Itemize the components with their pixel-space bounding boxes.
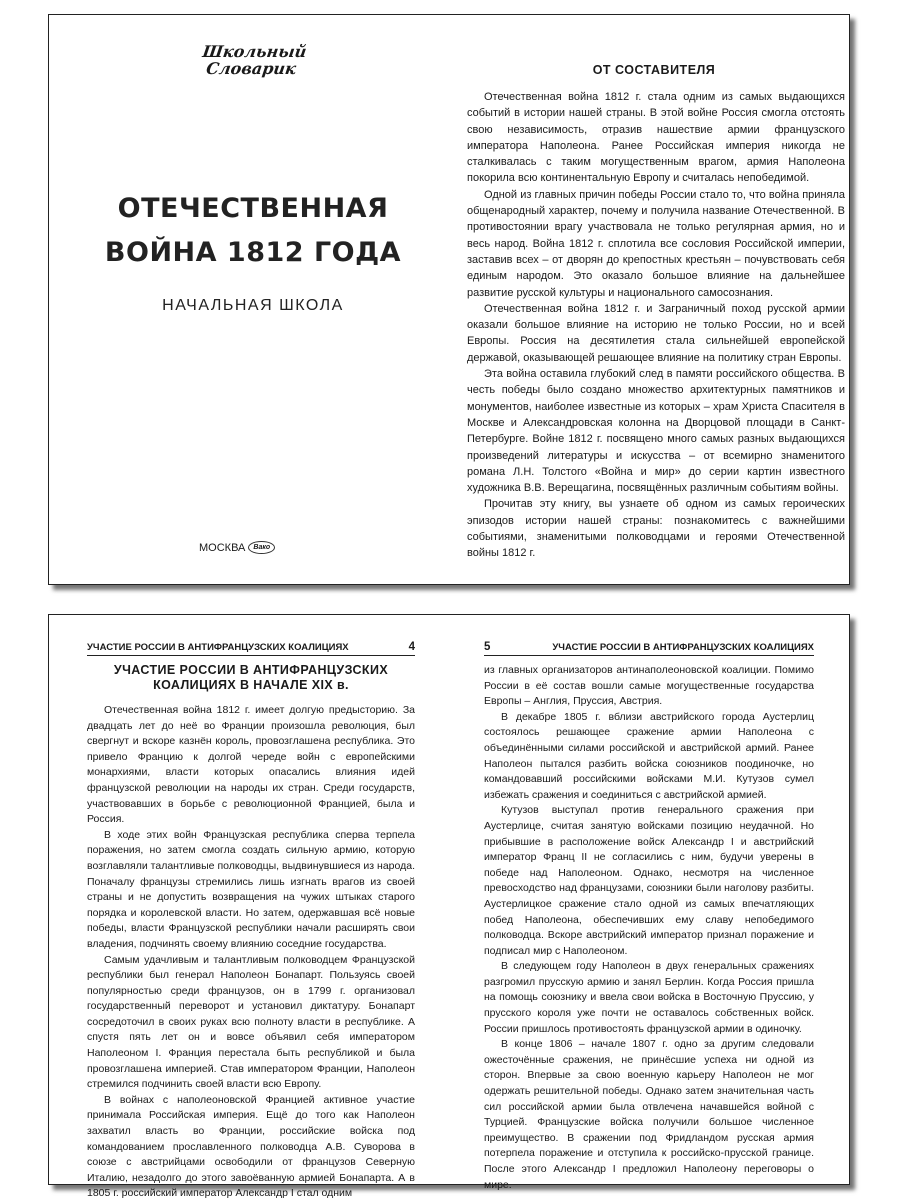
body-paragraph: В ходе этих войн Французская республика сперва терпела поражения, но затем смогла создать сильную армию, которую возглавляли талантливые полководцы, выдвинувшиеся из народа. Поначалу французы стремились лишь изгнать врагов из своей страны и не допустить возвращения на чужих штыках старого порядка и королевской власти. Но затем, одержавшая всё новые победы, власти Французской республики начали расширять свои владения, подчинять своему влиянию соседние государства.	[87, 828, 415, 950]
body-paragraph: В войнах с наполеоновской Францией активное участие принимала Российская империя. Ещё до того как Наполеон захватил власть во Франции, российские войска под командованием прославленного полководца А.В. Суворова в союзе с австрийцами освободили от французов Северную Италию, незадолго до этого завоёванную армией Бонапарта. А в 1805 г. российский император Александр I стал одним	[87, 1093, 415, 1200]
body-paragraph: В следующем году Наполеон в двух генеральных сражениях разгромил прусскую армию и занял Берлин. Когда Россия пришла на помощь союзнику и ввела свои войска в Восточную Пруссию, у прусского короля уже почти не оставалось собственных войск. России пришлось противостоять французской армии в одиночку.	[484, 960, 814, 1035]
publisher-logo: Вако	[248, 541, 275, 554]
running-head	[484, 639, 814, 656]
page-4-body	[87, 703, 415, 1202]
body-paragraph: Отечественная война 1812 г. имеет долгую предысторию. За двадцать лет до неё во Франции произошла революция, был свергнут и вскоре казнён король, провозглашена республика. Это привело Францию к долгой череде войн с европейскими монархиями, власти которых опасались влияния идей французской революции на народы их стран. Среди государств, участвовавших в борьбе с революционной Францией, была и Россия.	[87, 704, 415, 826]
page-5	[450, 615, 851, 1191]
publisher-city: МОСКВА	[199, 541, 246, 554]
book-title-line-2: ВОЙНА 1812 ГОДА	[104, 237, 402, 268]
page-4	[49, 615, 450, 1200]
body-paragraph: В декабре 1805 г. вблизи австрийского города Аустерлиц состоялось решающее сражение армии Наполеона с объединёнными силами российской и австрийской армий. Ранее Наполеон пытался разбить войска союзников поодиночке, но командовавший российскими войсками М.И. Кутузов сумел избежать сражения и соединиться с австрийской армией.	[484, 710, 814, 801]
running-head	[87, 639, 415, 656]
book-title	[49, 187, 457, 275]
running-head-text: УЧАСТИЕ РОССИИ В АНТИФРАНЦУЗСКИХ КОАЛИЦИЯХ	[87, 642, 349, 653]
publisher-imprint	[199, 541, 275, 554]
page-number: 5	[484, 641, 491, 653]
logo-line-2: Словарик	[205, 59, 298, 78]
chapter-title-line-1: УЧАСТИЕ РОССИИ В АНТИФРАНЦУЗСКИХ	[113, 663, 389, 677]
chapter-title-line-2: КОАЛИЦИЯХ В НАЧАЛЕ XIX в.	[153, 678, 349, 692]
cover-page	[49, 15, 457, 584]
page-5-body	[484, 663, 814, 1193]
body-paragraph: Кутузов выступал против генерального сражения при Аустерлице, считая занятую войсками позицию неудачной. Но прибывшие в расположение войск Александр I и австрийский император Франц II не согласились с ним, будучи уверены в победе над Наполеоном. Однако, несмотря на численное превосходство над французами, союзники были наголову разбиты. Аустерлицкое сражение стало одной из самых впечатляющих побед Наполеона, обеспечивших ему славу непобедимого полководца. Вскоре австрийский император признал поражение и подписал мир с Наполеоном.	[484, 804, 814, 957]
preface-paragraph: Отечественная война 1812 г. стала одним из самых выдающихся событий в истории нашей страны. В этой войне Россия смогла отстоять свою независимость, отразив нашествие армии французского императора Наполеона. Ранее Российская империя никогда не сталкивалась с таким могущественным врагом, армия Наполеона покорила всю континентальную Европу и считалась непобедимой.	[467, 91, 845, 185]
preface-paragraph: Отечественная война 1812 г. и Заграничный поход русской армии оказали большое влияние на историю не только России, но и всей Европы. Россия на десятилетия стала сильнейшей европейской державой, оказывающей решающее влияние на политику стран Европы.	[467, 302, 845, 364]
preface-body	[467, 89, 845, 562]
chapter-title	[87, 663, 415, 693]
preface-paragraph: Одной из главных причин победы России стало то, что война приняла общенародный характер, почему и получила название Отечественной. В противостоянии врагу участвовала не только регулярная армия, но и весь народ. Война 1812 г. сплотила все сословия Российской империи, заставив всех – от дворян до крепостных крестьян – почувствовать себя единым народом. Это оказало большое влияние на дальнейшее развитие русской культуры и национального самосознания.	[467, 188, 845, 299]
book-title-line-1: ОТЕЧЕСТВЕННАЯ	[117, 193, 389, 224]
book-subtitle: НАЧАЛЬНАЯ ШКОЛА	[162, 297, 344, 314]
running-head-text: УЧАСТИЕ РОССИИ В АНТИФРАНЦУЗСКИХ КОАЛИЦИЯХ	[552, 642, 814, 653]
preface-page	[457, 15, 851, 584]
body-paragraph: Самым удачливым и талантливым полководцем Французской республики был генерал Наполеон Бонапарт. Пользуясь своей популярностью среди французов, он в 1799 г. организовал государственный переворот и установил диктатуру. Бонапарт сосредоточил в своих руках всю полноту власти в республике. А спустя пять лет он и вовсе объявил себя императором Наполеоном I. Франция перестала быть республикой и была провозглашена империей. Став императором Франции, Наполеон стремился подчинить своей власти всю Европу.	[87, 953, 415, 1091]
logo-line-1: Школьный	[201, 42, 308, 61]
cover-spread	[48, 14, 850, 585]
body-paragraph: В конце 1806 – начале 1807 г. одно за другим следовали ожесточённые сражения, не принёсшие успеха ни одной из сторон. Впервые за свою военную карьеру Наполеон не мог одержать решительной победы. Однако затем значительная часть сил российской армии была отвлечена начавшейся войной с Турцией. Французские войска получили большое численное преимущество. В сражении под Фридландом русская армия потерпела поражение и отступила к российско-прусской границе. После этого Александр I предложил Наполеону переговоры о мире.	[484, 1038, 814, 1191]
page-number: 4	[408, 641, 415, 653]
preface-heading: ОТ СОСТАВИТЕЛЯ	[592, 63, 716, 77]
series-logo	[198, 43, 308, 85]
preface-paragraph: Эта война оставила глубокий след в памяти российского общества. В честь победы было создано множество архитектурных памятников и монументов, наиболее известные из которых – храм Христа Спасителя в Москве и Александровская колонна на Дворцовой площади в Санкт-Петербурге. Войне 1812 г. посвящено много самых разных выдающихся произведений литературы и искусства – от всемирно знаменитого романа Л.Н. Толстого «Война и мир» до серии картин известного художника В.В. Верещагина, посвящённых различным событиям войны.	[467, 368, 845, 495]
preface-paragraph: Прочитав эту книгу, вы узнаете об одном из самых героических эпизодов истории нашей страны: познакомитесь с важнейшими событиями, знаменитыми полководцами и героями Отечественной войны 1812 г.	[467, 498, 845, 560]
body-paragraph: из главных организаторов антинаполеоновской коалиции. Помимо России в её состав вошли самые могущественные государства Европы – Англия, Пруссия, Австрия.	[484, 664, 814, 708]
inner-spread	[48, 614, 850, 1200]
